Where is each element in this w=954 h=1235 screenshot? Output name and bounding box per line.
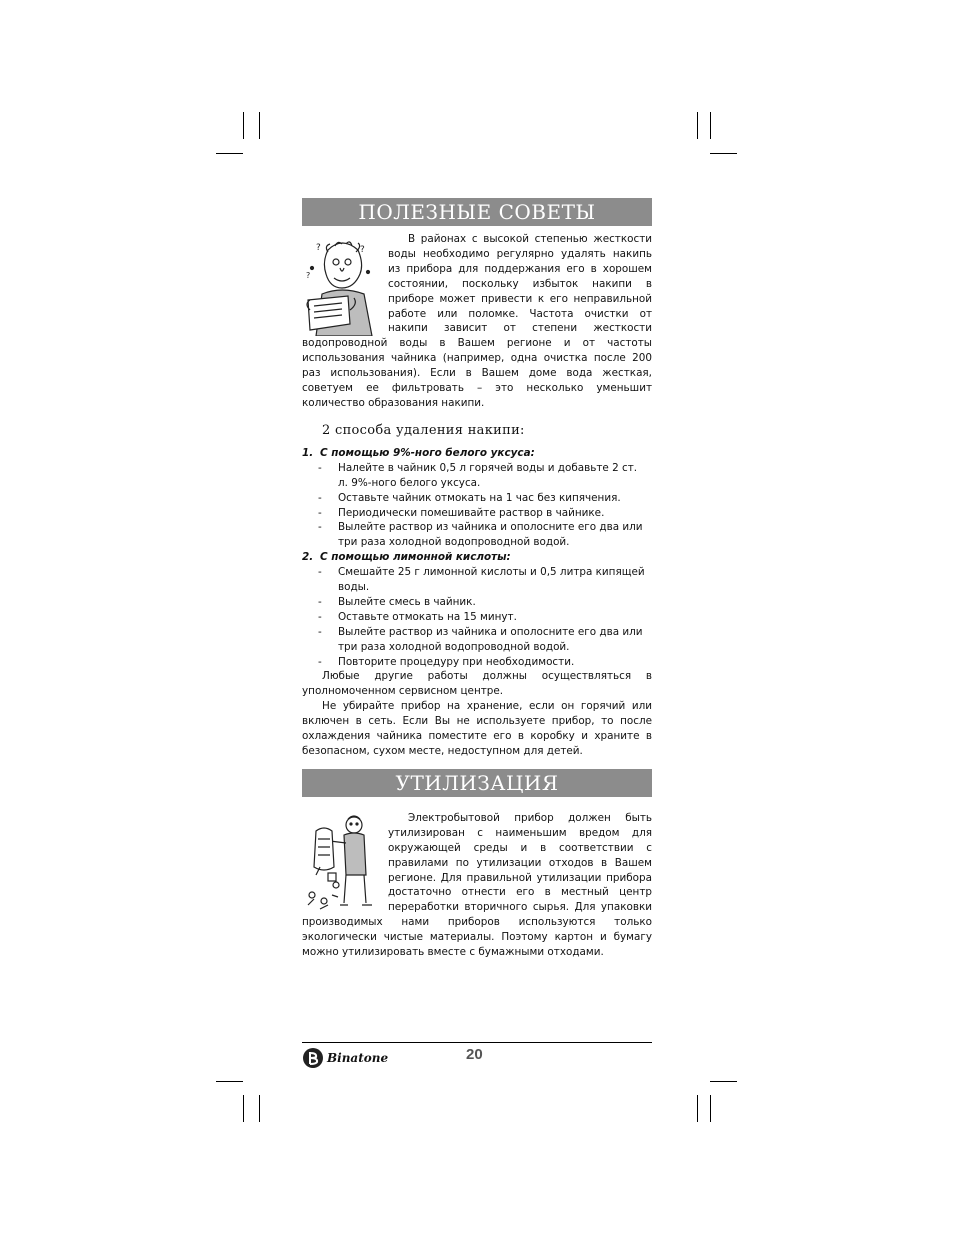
- page-number: 20: [466, 1046, 483, 1063]
- method-2: [302, 550, 652, 669]
- footer: [302, 1042, 652, 1073]
- step-text: Вылейте смесь в чайник.: [338, 595, 476, 608]
- svg-text:?: ?: [360, 245, 365, 255]
- svg-text:?: ?: [306, 271, 311, 280]
- method-number: 2.: [302, 551, 314, 564]
- step-text: Оставьте чайник отмокать на 1 час без кипячения.: [338, 491, 621, 504]
- crop-mark: [259, 1095, 260, 1122]
- disposal-block: [302, 811, 652, 960]
- crop-mark: [697, 1095, 698, 1122]
- recycling-man-illustration: [302, 815, 382, 915]
- crop-mark: [710, 153, 737, 154]
- brand-logo: [302, 1047, 388, 1069]
- step-text: Оставьте отмокать на 15 минут.: [338, 610, 517, 623]
- crop-mark: [216, 153, 243, 154]
- intro-paragraph: В районах с высокой степенью жесткости воды необходимо регулярно удалять накипь из прибора для поддержания его в хорошем состоянии, поскольку избыток накипи в приборе может привести к его неправильной работе или поломке. Частота очистки от накипи зависит от степени жесткости водопроводной воды в Вашем регионе и от частоты использования чайника (например, одна очистка после 200 раз использования). Если в Вашем доме вода жесткая, советуем ее фильтровать – это несколько уменьшит количество образования накипи.: [302, 233, 652, 409]
- section-heading-tips: ПОЛЕЗНЫЕ СОВЕТЫ: [302, 198, 652, 226]
- crop-mark: [259, 112, 260, 139]
- method-number: 1.: [302, 446, 314, 459]
- method-steps: [302, 461, 652, 550]
- step-text: Вылейте раствор из чайника и ополосните его два или три раза холодной водопроводной водой.: [338, 521, 643, 549]
- method-title-text: С помощью лимонной кислоты:: [320, 551, 511, 564]
- method-1: [302, 446, 652, 550]
- list-item: - Вылейте раствор из чайника и ополосните его два или три раза холодной водопроводной водой.: [302, 625, 652, 655]
- crop-mark: [243, 112, 244, 139]
- method-title: [302, 550, 652, 565]
- list-item: - Повторите процедуру при необходимости.: [302, 655, 652, 670]
- binatone-logo-icon: [302, 1047, 324, 1069]
- crop-mark: [216, 1081, 243, 1082]
- step-text: Вылейте раствор из чайника и ополосните его два или три раза холодной водопроводной водой.: [338, 625, 643, 653]
- list-item: - Вылейте смесь в чайник.: [302, 595, 652, 610]
- storage-note: Не убирайте прибор на хранение, если он горячий или включен в сеть. Если Вы не используете прибор, то после охлаждения чайника поместите его в коробку и храните в безопасном, сухом месте, недоступном для детей.: [302, 700, 652, 757]
- list-item: - Налейте в чайник 0,5 л горячей воды и добавьте 2 ст. л. 9%-ного белого уксуса.: [302, 461, 652, 491]
- section-heading-disposal: УТИЛИЗАЦИЯ: [302, 769, 652, 797]
- list-item: - Вылейте раствор из чайника и ополосните его два или три раза холодной водопроводной водой.: [302, 520, 652, 550]
- step-text: Периодически помешивайте раствор в чайнике.: [338, 506, 605, 519]
- crop-mark: [710, 1095, 711, 1122]
- method-steps: [302, 565, 652, 669]
- svg-text:?: ?: [316, 243, 321, 253]
- step-text: Повторите процедуру при необходимости.: [338, 655, 575, 668]
- intro-block: [302, 232, 652, 411]
- crop-mark: [710, 1081, 737, 1082]
- method-title-text: С помощью 9%-ного белого уксуса:: [320, 446, 535, 459]
- crop-mark: [243, 1095, 244, 1122]
- step-text: Налейте в чайник 0,5 л горячей воды и добавьте 2 ст. л. 9%-ного белого уксуса.: [338, 461, 638, 489]
- worried-man-illustration: [302, 238, 382, 336]
- method-title: [302, 446, 652, 461]
- crop-mark: [710, 112, 711, 139]
- list-item: - Периодически помешивайте раствор в чайнике.: [302, 506, 652, 521]
- brand-name: Binatone: [327, 1051, 389, 1065]
- subheading-methods: 2 способа удаления накипи:: [322, 422, 525, 438]
- step-text: Смешайте 25 г лимонной кислоты и 0,5 литра кипящей воды.: [338, 566, 645, 594]
- disposal-paragraph: Электробытовой прибор должен быть утилизирован с наименьшим вредом для окружающей среды и в соответствии с правилами по утилизации отходов в Вашем регионе. Для правильной утилизации прибора достаточно отнести его в местный центр переработки вторичного сырья. Для упаковки производимых нами приборов используются только экологически чистые материалы. Поэтому картон и бумагу можно утилизировать вместе с бумажными отходами.: [302, 811, 652, 959]
- service-note: Любые другие работы должны осуществляться в уполномоченном сервисном центре.: [302, 670, 652, 698]
- page-content: [302, 198, 652, 960]
- crop-mark: [697, 112, 698, 139]
- list-item: - Смешайте 25 г лимонной кислоты и 0,5 литра кипящей воды.: [302, 565, 652, 595]
- list-item: - Оставьте отмокать на 15 минут.: [302, 610, 652, 625]
- list-item: - Оставьте чайник отмокать на 1 час без кипячения.: [302, 491, 652, 506]
